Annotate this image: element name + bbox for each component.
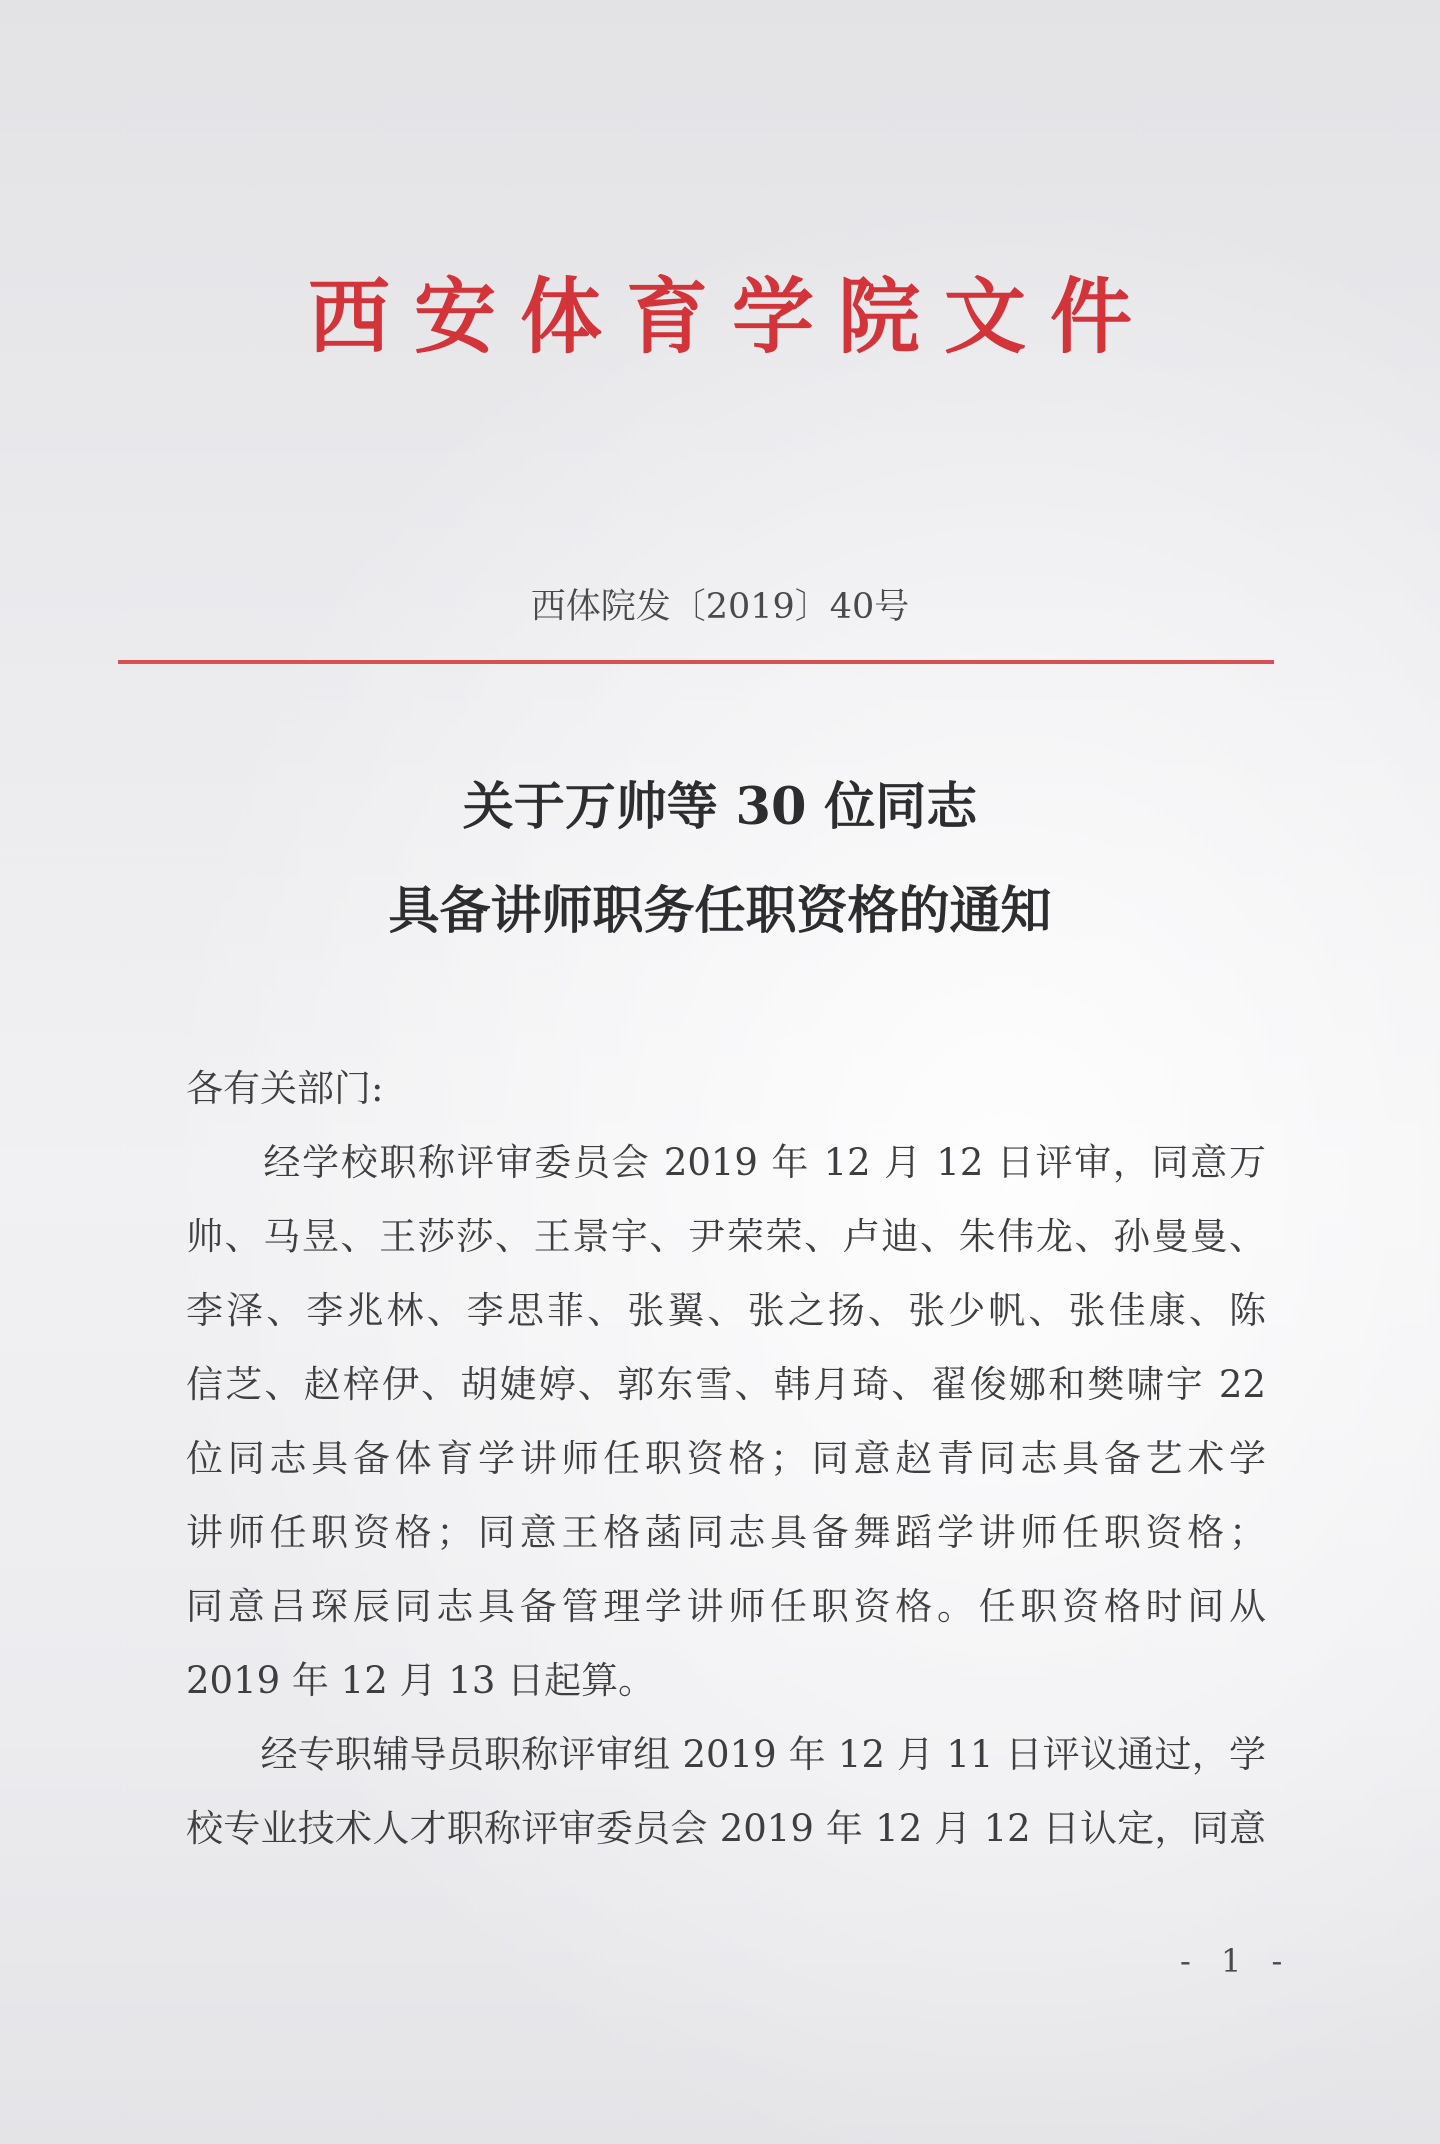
red-header-title: 西安体育学院文件 [307, 269, 1156, 365]
salutation: 各有关部门: [186, 1067, 384, 1110]
paragraph-line: 经学校职称评审委员会 2019 年 12 月 12 日评审，同意万 [186, 1141, 1266, 1184]
paragraph-line: 信芝、赵梓伊、胡婕婷、郭东雪、韩月琦、翟俊娜和樊啸宇 22 [186, 1363, 1266, 1406]
page-number: - 1 - [1180, 1942, 1293, 1980]
paragraph-line: 2019 年 12 月 13 日起算。 [186, 1659, 656, 1702]
paragraph-line: 李泽、李兆林、李思菲、张翼、张之扬、张少帆、张佳康、陈 [186, 1289, 1266, 1332]
paragraph-line: 讲师任职资格；同意王格菡同志具备舞蹈学讲师任职资格； [186, 1511, 1266, 1554]
document-number: 西体院发〔2019〕40号 [530, 587, 910, 627]
paragraph-line: 位同志具备体育学讲师任职资格；同意赵青同志具备艺术学 [186, 1437, 1266, 1480]
red-divider-line [118, 660, 1274, 664]
document-title-line-2: 具备讲师职务任职资格的通知 [388, 881, 1052, 941]
paragraph-line: 帅、马昱、王莎莎、王景宇、尹荣荣、卢迪、朱伟龙、孙曼曼、 [186, 1215, 1266, 1258]
document-title-line-1: 关于万帅等 30 位同志 [462, 777, 978, 837]
paragraph-line: 校专业技术人才职称评审委员会 2019 年 12 月 12 日认定，同意 [186, 1807, 1266, 1850]
paragraph-line: 同意吕琛辰同志具备管理学讲师任职资格。任职资格时间从 [186, 1585, 1266, 1628]
paragraph-line: 经专职辅导员职称评审组 2019 年 12 月 11 日评议通过，学 [186, 1733, 1266, 1776]
